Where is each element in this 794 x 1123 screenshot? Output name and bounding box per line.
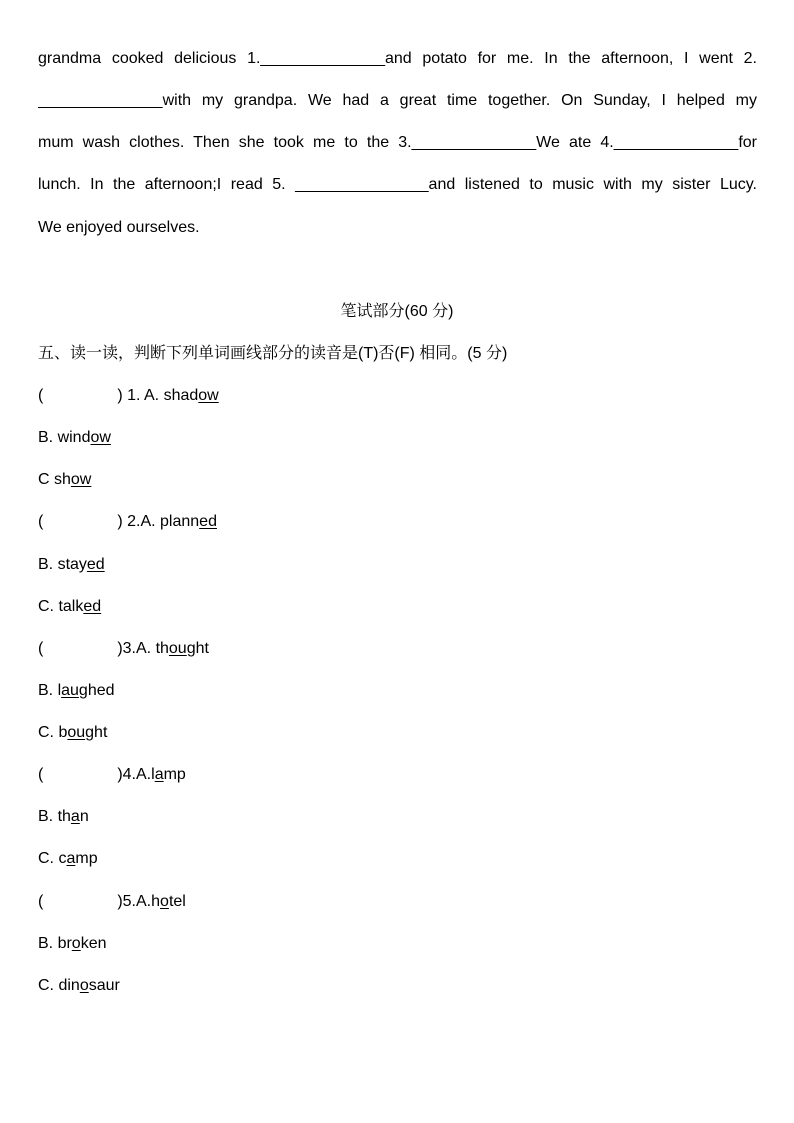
question-4-option-c	[38, 838, 794, 880]
open-paren: (	[38, 892, 44, 910]
question-5-option-a	[38, 881, 794, 923]
word-suffix: ght	[85, 724, 108, 741]
underlined-sound: ou	[168, 639, 187, 657]
word-prefix: wind	[57, 429, 91, 447]
word-prefix: h	[151, 892, 161, 910]
word-suffix: saur	[88, 976, 120, 994]
underlined-sound: ow	[90, 429, 111, 447]
option-lead: C.	[38, 597, 59, 615]
passage-line: grandma cooked delicious 1.______________and potato for me. In the afternoon, I went 2.	[38, 50, 757, 67]
word-prefix: th	[57, 808, 71, 826]
word-suffix: ghed	[78, 681, 115, 699]
underlined-sound: ou	[67, 724, 86, 741]
option-lead: B.	[38, 555, 58, 573]
passage-line: mum wash clothes. Then she took me to the 3.______________We ate 4.______________for	[38, 134, 757, 152]
word-prefix: talk	[58, 597, 84, 615]
underlined-sound: ow	[70, 471, 92, 489]
question-label: )5.A.	[117, 892, 152, 910]
underlined-sound: a	[66, 850, 76, 868]
section-heading: 笔试部分(60 分)	[340, 302, 454, 320]
word-prefix: din	[58, 976, 80, 994]
section-instruction: 五、读一读，判断下列单词画线部分的读音是(T)否(F) 相同。(5 分)	[38, 344, 508, 362]
underlined-sound: o	[160, 892, 169, 910]
word-suffix: mp	[75, 850, 98, 868]
word-prefix: br	[57, 934, 72, 952]
question-label: )3.A.	[117, 639, 156, 657]
question-2-option-b	[38, 544, 794, 586]
underlined-sound: a	[70, 808, 80, 826]
question-5-option-c	[38, 965, 794, 1007]
question-3-option-a	[38, 628, 794, 670]
open-paren: (	[38, 766, 44, 784]
option-lead: C.	[38, 850, 59, 868]
question-4-option-a	[38, 754, 794, 796]
word-prefix: shad	[163, 387, 199, 404]
question-2-option-a	[38, 501, 794, 543]
underlined-sound: ow	[198, 387, 219, 404]
option-lead: C	[38, 471, 54, 489]
word-prefix: b	[58, 724, 68, 741]
open-paren: (	[38, 639, 44, 657]
question-2-option-c	[38, 586, 794, 628]
underlined-sound: a	[154, 766, 164, 784]
option-lead: B.	[38, 934, 58, 952]
option-lead: C.	[38, 976, 59, 994]
option-lead: B.	[38, 429, 58, 447]
word-suffix: tel	[168, 892, 186, 910]
word-suffix: n	[79, 808, 89, 826]
option-lead: C.	[38, 724, 59, 741]
open-paren: (	[38, 387, 44, 404]
word-suffix: ken	[80, 934, 107, 952]
word-prefix: l	[151, 766, 155, 784]
underlined-sound: au	[61, 681, 79, 699]
question-3-option-c	[38, 712, 794, 754]
question-1-option-a	[38, 375, 794, 417]
underlined-sound: o	[79, 976, 89, 994]
word-prefix: sh	[54, 471, 71, 489]
word-prefix: stay	[57, 555, 87, 573]
question-4-option-b	[38, 796, 794, 838]
underlined-sound: ed	[83, 597, 102, 615]
word-prefix: plann	[160, 513, 200, 531]
passage-line: We enjoyed ourselves.	[38, 218, 200, 236]
question-1-option-c	[38, 459, 794, 501]
word-suffix: mp	[163, 766, 186, 784]
question-label: ) 1. A.	[117, 387, 164, 404]
question-1-option-b	[38, 417, 794, 459]
word-prefix: th	[155, 639, 169, 657]
underlined-sound: o	[71, 934, 81, 952]
passage-line: lunch. In the afternoon;I read 5. _______________and listened to music with my sister Lucy.	[38, 176, 757, 194]
question-5-option-b	[38, 923, 794, 965]
open-paren: (	[38, 513, 44, 531]
underlined-sound: ed	[86, 555, 105, 573]
question-label: ) 2.A.	[117, 513, 161, 531]
word-prefix: l	[57, 681, 62, 699]
question-label: )4.A.	[117, 766, 152, 784]
blank-line	[38, 249, 794, 291]
question-3-option-b	[38, 670, 794, 712]
word-prefix: c	[58, 850, 67, 868]
underlined-sound: ed	[199, 513, 217, 531]
option-lead: B.	[38, 681, 58, 699]
word-suffix: ght	[186, 639, 209, 657]
option-lead: B.	[38, 808, 58, 826]
passage-line: ______________with my grandpa. We had a great time together. On Sunday, I helped my	[38, 92, 757, 110]
